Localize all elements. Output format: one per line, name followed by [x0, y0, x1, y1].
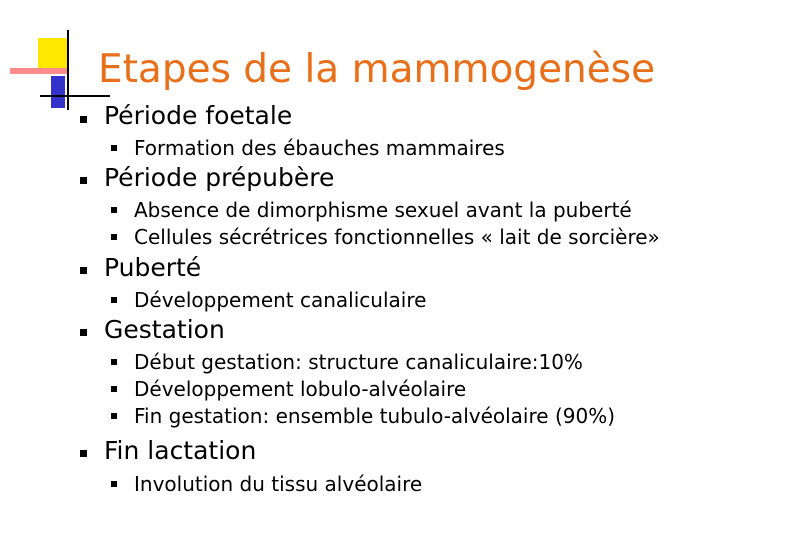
bullet-icon — [111, 359, 117, 365]
section-item: Cellules sécrétrices fonctionnelles « lait de sorcière» — [134, 225, 660, 249]
section-item: Involution du tissu alvéolaire — [134, 472, 423, 496]
section-item: Absence de dimorphisme sexuel avant la puberté — [134, 198, 632, 222]
section-heading-gestation: Gestation — [104, 315, 225, 344]
section-heading-periode-prepubere: Période prépubère — [104, 163, 335, 192]
bullet-icon — [80, 450, 87, 457]
section-item: Développement lobulo-alvéolaire — [134, 377, 467, 401]
bullet-icon — [80, 116, 87, 123]
section-heading-fin-lactation: Fin lactation — [104, 436, 257, 465]
slide-title: Etapes de la mammogenèse — [98, 47, 656, 92]
bullet-icon — [111, 481, 117, 487]
section-item: Fin gestation: ensemble tubulo-alvéolaire (90%) — [134, 404, 615, 428]
bullet-icon — [111, 413, 117, 419]
bullet-icon — [111, 297, 117, 303]
bullet-icon — [111, 234, 117, 240]
bullet-icon — [111, 386, 117, 392]
section-item: Développement canaliculaire — [134, 288, 427, 312]
bullet-icon — [111, 145, 117, 151]
section-item: Début gestation: structure canaliculaire:10% — [134, 350, 583, 374]
section-heading-puberte: Puberté — [104, 253, 202, 282]
bullet-icon — [80, 329, 87, 336]
bullet-icon — [111, 207, 117, 213]
section-item: Formation des ébauches mammaires — [134, 136, 505, 160]
section-heading-periode-foetale: Période foetale — [104, 101, 293, 130]
bullet-icon — [80, 177, 87, 184]
bullet-icon — [80, 267, 87, 274]
